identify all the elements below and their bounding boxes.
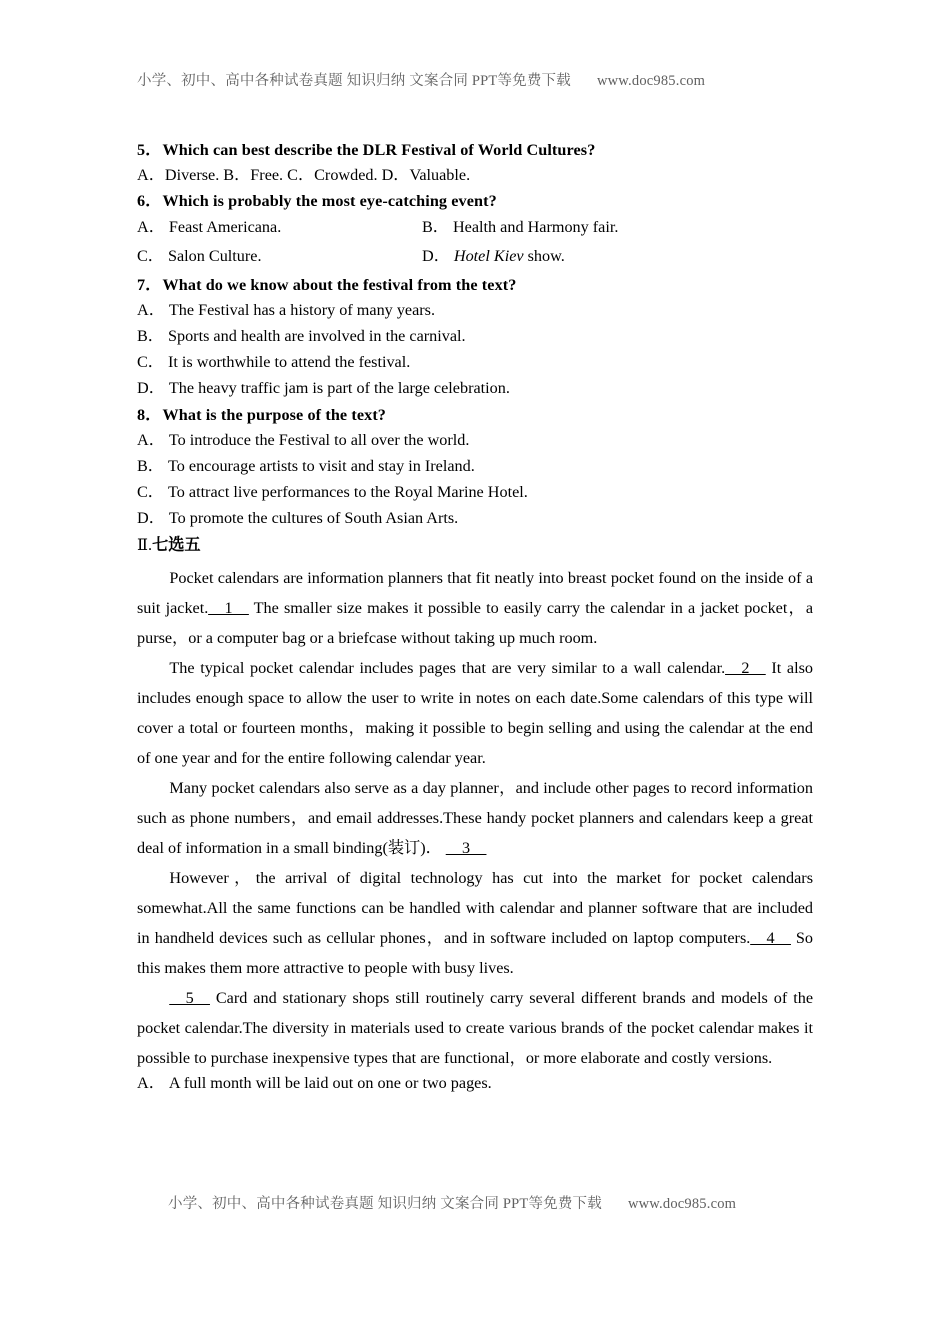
option-8-a[interactable] — [137, 432, 813, 448]
watermark-text: 小学、初中、高中各种试卷真题 知识归纳 文案合同 PPT等免费下载 — [168, 1196, 602, 1212]
question-number-5: 5． — [137, 141, 162, 159]
question-number-8: 8． — [137, 405, 162, 424]
section-numeral: Ⅱ — [137, 535, 149, 554]
question-6-option-row-2 — [137, 248, 813, 267]
option-text: The heavy traffic jam is part of the large celebration. — [168, 379, 510, 398]
section-separator: . — [148, 535, 153, 554]
watermark-url: www.doc985.com — [627, 1196, 737, 1212]
passage-text: However，the arrival of digital technology has cut into the market for pocket calendars somewhat.All the same functions can be handled with calendar and planner software that are included in handheld devices such as cellular phones，and in software included on laptop computers. — [137, 868, 813, 947]
passage-text: So this makes them more attractive to people with busy lives. — [137, 928, 813, 977]
watermark-url: www.doc985.com — [596, 73, 706, 89]
option-6-b[interactable] — [422, 219, 618, 235]
question-text-7: What do we know about the festival from the text? — [162, 275, 517, 294]
option-text-a: Feast Americana. — [168, 217, 282, 236]
section-title: 七选五 — [152, 535, 201, 554]
option-label-c: C． — [137, 246, 164, 265]
option-label-d: D． — [422, 246, 450, 265]
passage-text: Pocket calendars are information planners that fit neatly into breast pocket found on the inside of a suit jacket. — [137, 568, 813, 617]
option-label-b: B． — [137, 327, 164, 346]
option-text: To attract live performances to the Royal Marine Hotel. — [167, 483, 528, 502]
option-text-b: Health and Harmony fair. — [452, 217, 619, 236]
option-text-d-italic: Hotel Kiev — [453, 246, 524, 265]
option-6-c[interactable] — [137, 248, 262, 264]
question-stem-5 — [137, 142, 813, 158]
option-label-b: B． — [422, 217, 449, 236]
watermark-text: 小学、初中、高中各种试卷真题 知识归纳 文案合同 PPT等免费下载 — [137, 73, 571, 89]
option-8-c[interactable] — [137, 484, 813, 500]
passage-text: Card and stationary shops still routinely carry several different brands and models of the pocket calendar.The diversity in materials used to create various brands of the pocket calendar makes it possible to purchase inexpensive types that are functional，or more elaborate and costly versions. — [137, 988, 813, 1067]
passage-paragraph — [137, 863, 813, 983]
question-5-options-inline[interactable]: A．Diverse. B．Free. C．Crowded. D．Valuable. — [137, 166, 471, 185]
question-number-7: 7． — [137, 275, 162, 294]
option-text: To encourage artists to visit and stay in Ireland. — [167, 457, 475, 476]
option-7-a[interactable] — [137, 302, 813, 318]
passage-blank[interactable]: __1__ — [208, 598, 249, 617]
passage-text: It also includes enough space to allow the user to write in notes on each date.Some calendars of this type will cover a total or fourteen months，making it possible to begin selling and using the calendar at the end of one year and for the entire following calendar year. — [137, 658, 813, 767]
passage-paragraph — [137, 773, 813, 863]
option-text-c: Salon Culture. — [167, 246, 262, 265]
passage-paragraph — [137, 983, 813, 1073]
option-7-d[interactable] — [137, 380, 813, 396]
passage-blank[interactable]: __5__ — [169, 988, 210, 1007]
passage-blank[interactable]: __2__ — [725, 658, 766, 677]
watermark-footer — [168, 1192, 844, 1213]
passage-option-a[interactable] — [137, 1075, 813, 1091]
option-label-d: D． — [137, 379, 165, 398]
question-stem-6 — [137, 193, 813, 209]
question-text-6: Which is probably the most eye-catching event? — [162, 192, 497, 211]
option-text-d: show. — [523, 246, 565, 265]
question-block-7 — [137, 277, 813, 397]
option-text: Sports and health are involved in the carnival. — [167, 327, 466, 346]
passage-blank[interactable]: __4__ — [750, 928, 791, 947]
option-label-a: A． — [137, 430, 165, 449]
question-6-option-row-1 — [137, 219, 813, 238]
option-8-b[interactable] — [137, 458, 813, 474]
question-block-6 — [137, 193, 813, 266]
passage-blank[interactable]: __3__ — [445, 838, 487, 857]
option-6-a[interactable] — [137, 219, 281, 235]
option-text: A full month will be laid out on one or two pages. — [168, 1073, 492, 1092]
passage-body — [137, 563, 813, 1073]
option-label-a: A． — [137, 217, 165, 236]
question-text-8: What is the purpose of the text? — [162, 405, 387, 424]
question-block-8 — [137, 407, 813, 527]
question-number-6: 6． — [137, 192, 162, 211]
question-stem-7 — [137, 277, 813, 293]
option-7-c[interactable] — [137, 354, 813, 370]
option-label-a: A． — [137, 1073, 165, 1092]
question-block-5 — [137, 142, 813, 183]
passage-paragraph — [137, 563, 813, 653]
option-text: To introduce the Festival to all over the world. — [168, 430, 470, 449]
question-stem-8 — [137, 407, 813, 423]
option-7-b[interactable] — [137, 328, 813, 344]
section-heading — [137, 537, 813, 553]
question-text-5: Which can best describe the DLR Festival of World Cultures? — [162, 141, 596, 159]
passage-text: The smaller size makes it possible to easily carry the calendar in a jacket pocket，a purse，or a computer bag or a briefcase without taking up much room. — [137, 598, 814, 647]
document-content — [137, 142, 813, 1091]
passage-text: The typical pocket calendar includes pages that are very similar to a wall calendar. — [169, 658, 726, 677]
passage-paragraph — [137, 653, 813, 773]
option-8-d[interactable] — [137, 510, 813, 526]
option-text: To promote the cultures of South Asian Arts. — [168, 509, 459, 528]
option-label-c: C． — [137, 483, 164, 502]
option-label-c: C． — [137, 353, 164, 372]
watermark-header — [137, 69, 813, 90]
option-text: It is worthwhile to attend the festival. — [167, 353, 411, 372]
option-label-d: D． — [137, 509, 165, 528]
option-label-b: B． — [137, 457, 164, 476]
option-6-d[interactable] — [422, 248, 565, 264]
option-label-a: A． — [137, 300, 165, 319]
passage-text: Many pocket calendars also serve as a day planner，and include other pages to record information such as phone numbers，and email addresses.These handy pocket planners and calendars keep a great deal of information in a small binding(装订)． — [137, 778, 813, 857]
option-text: The Festival has a history of many years. — [168, 300, 436, 319]
